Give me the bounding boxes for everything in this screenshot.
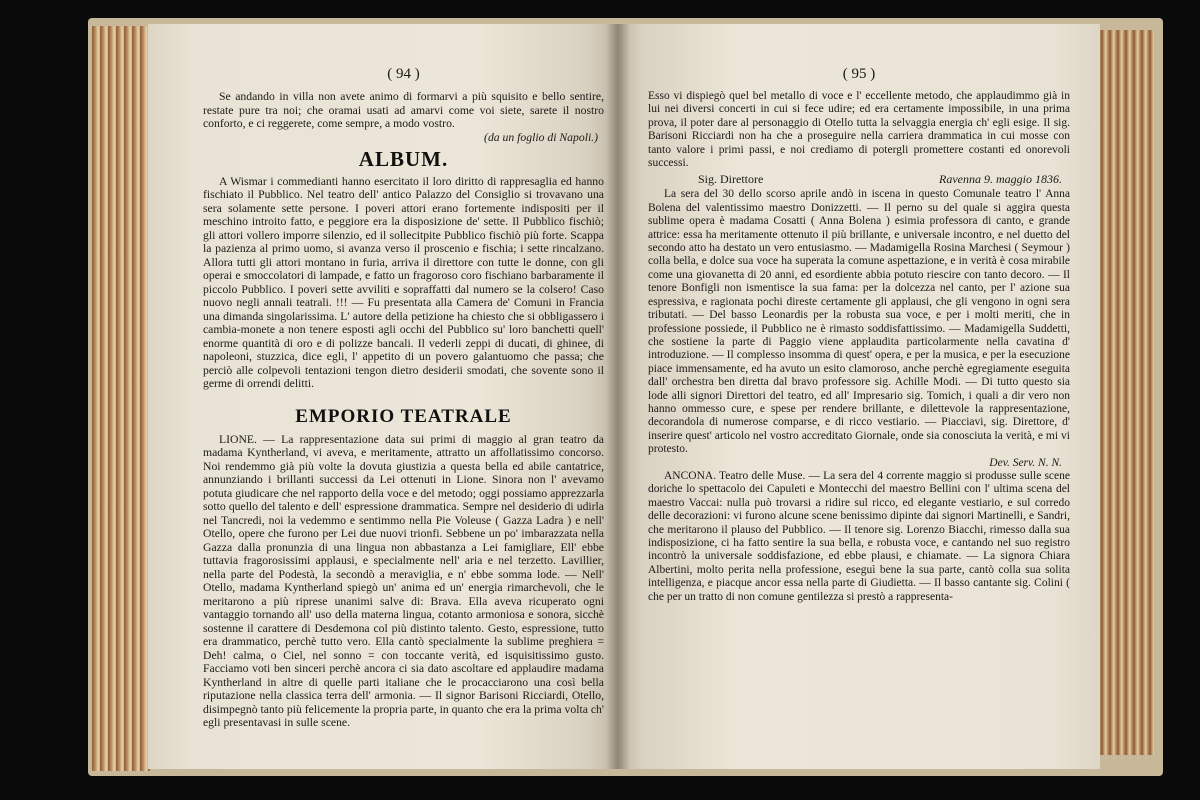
intro-source: (da un foglio di Napoli.)	[484, 130, 598, 144]
continuation-paragraph: Esso vi dispiegò quel bel metallo di voce e l' eccellente metodo, che applaudimmo già in lui nei diversi concerti in cui si fece udire; ed era certamente impossibile, in una prima prova, il poter dare al personaggio di Otello tutta la selvaggia energia ch' egli esige. Il sig. Barisoni Ricciardi non ha che a proseguire nella carriera drammatica in cui mosse con tanto valore i primi passi, e noi crediamo di potergli promettere costanti ed onorevoli successi.	[648, 90, 1070, 170]
left-page	[148, 24, 618, 769]
intro-paragraph: Se andando in villa non avete animo di formarvi a più squisito e bello sentire, restate pure tra noi; che oramai usati ad amarvi come voi siete, sarete il nostro conforto, e ci reggerete, come sempre, a modo vostro.	[203, 90, 604, 130]
letter-dateline	[648, 172, 1070, 186]
emporio-heading: EMPORIO TEATRALE	[295, 405, 512, 427]
letter-salutation: Sig. Direttore	[698, 172, 764, 187]
album-heading: ALBUM.	[358, 146, 449, 171]
emporio-paragraph: LIONE. — La rappresentazione data sui primi di maggio al gran teatro da madama Kyntherland, vi aveva, e meritamente, attratto un affollatissimo concorso. Noi rendemmo già più volte la dovuta giustizia a questa bella ed abile cantatrice, annunziando i brillanti successi da Lei ottenuti in Lione. Sinora non l' avevamo potuta giudicare che nel rapporto della voce e del metodo; oggi possiamo apprezzarla sotto quello del talento e dell' espressione drammatica. Sempre nel desiderio di udirla nel Tancredi, noi la vedemmo e sentimmo nella Pie Voleuse ( Gazza Ladra ) e nell' Otello, opere che furono per Lei due nuovi trionfi. Sebbene un po' imbarazzata nella Gazza dalla pronunzia di una lingua non abbastanza a Lei famigliare, Ell' ebbe tuttavia fragorosissimi applausi, e specialmente nell' aria e nel terzetto. Lavillier, nella parte del Podestà, la secondò a meraviglia, e n' ebbe somma lode. — Nell' Otello, madama Kyntherland spiegò un' anima ed un' energia rimarchevoli, che le meritarono a più riprese unanimi salve di: Brava. Ella aveva ricuperato ogni vantaggio tornando all' uso della materna lingua, cotanto armoniosa e sonora, sicchè sostenne il carattere di Desdemona col più distinto talento. Gesto, espressione, tutto era drammatico, perchè tutto vero. Ella cantò specialmente la sublime preghiera = Deh! calma, o Ciel, nel sonno = con toccante verità, ed isquisitissimo gusto. Facciamo voti ben sinceri perchè ancora ci sia dato ascoltare ed applaudire madama Kyntherland in altre di quelle parti italiane che le procacciarono una così bella riputazione nella classica terra dell' armonia. — Il signor Barisoni Ricciardi, Otello, disimpegnò tanto più felicemente la propria parte, in quanto che era la prima volta ch' egli presentavasi in sulle scene.	[203, 432, 604, 729]
letter-signature: Dev. Serv. N. N.	[989, 456, 1062, 469]
letter-paragraph: La sera del 30 dello scorso aprile andò in iscena in questo Comunale teatro l' Anna Bolena del valentissimo maestro Donizzetti. — Il perno su del quale si aggira questa sublime opera è madama Cosatti ( Anna Bolena ) esimia professora di canto, e grande attrice: essa ha meritamente ottenuto il più brillante, e universale incontro, e nel duetto del secondo atto ha destato un vero entusiasmo. — Madamigella Rosina Marchesi ( Seymour ) colla bella, e dolce sua voce ha superata la comune aspettazione, e in verità è cosa mirabile come una giovanetta di 20 anni, ed esordiente abbia potuto riescire con tanto decoro. — Il tenore Bonfigli non ismentisce la sua fama: per la dolcezza nel canto, per l' azione sua espressiva, e ragionata pochi direste certamente gli applausi, che gli vengono in ogni sera tributati. — Del basso Leonardis per la robusta sua voce, e per i molti meriti, che in professione possiede, il Pubblico ne è rimasto soddisfattissimo. — Madamigella Suddetti, che sostiene la parte di Paggio viene applaudita particolarmente nella cavatina d' introduzione. — Il complesso insomma di quest' opera, e per la musica, e per la esecuzione piace immensamente, ed ha avuto un esito clamoroso, anche perchè egregiamente eseguita dall' orchestra ben diretta dal bravo professore sig. Achille Modi. — Di tutto questo sia lode alli signori Direttori del teatro, ed all' Impresario sig. Tomich, i quali a dir vero non hanno ommesso cure, e spese per rendere brillante, e dilettevole la rappresentazione, decorandola di numerose comparse, e di ricco vestiario. — Piacciavi, sig. Direttore, d' inserire quest' articolo nel vostro accreditato Giornale, onde sia conosciuta la verità, e mi vi protesto.	[648, 188, 1070, 456]
right-page	[618, 24, 1100, 769]
right-page-stack-edge	[1098, 30, 1154, 755]
page-number-right: ( 95 )	[842, 66, 876, 82]
left-page-stack-edge	[92, 26, 150, 771]
ancona-paragraph: ANCONA. Teatro delle Muse. — La sera del 4 corrente maggio si produsse sulle scene doriche lo spettacolo dei Capuleti e Montecchi del maestro Bellini con l' ultima scena del maestro Vaccai: nulla può trovarsi a ridire sul ricco, ed elegante vestiario, e sul corredo delle decorazioni: vi furono alcune scene benissimo dipinte dai signori Martinelli, e Sandri, che meritarono il plauso del Pubblico. — Il tenore sig. Lorenzo Biacchi, rimesso dalla sua indisposizione, ci ha fatto sentire la sua bella, e robusta voce, e cantando nel suo registro incontrò la universale soddisfazione, ed ebbe plausi, e chiamate. — La signora Chiara Albertini, molto perita nella professione, eseguì bene la sua parte, cantò colla sua solita intelligenza, e piacque ancor essa nella parte di Giudietta. — Il basso cantante sig. Colini ( che per un tratto di non comune gentilezza si prestò a rappresenta-	[648, 469, 1070, 603]
album-paragraph: A Wismar i commedianti hanno esercitato il loro diritto di rappresaglia ed hanno fischiato il Pubblico. Nel teatro dell' antico Palazzo del Consiglio si trovavano una sera solamente sette persone. I poveri attori erano fortemente indispositi per il meschino introito fatto, e peggiore era la disposizione de' sette. Il Pubblico fischiò; gli attori vollero imporre silenzio, ed il sollecitpite Pubblico fischiò più forte. Scappa la pazienza al primo uomo, si avanza verso il proscenio e fischia; i sette rincalzano. Allora tutti gli attori montano in furia, arriva il direttore con tutte le donne, con gli operai e smoccolatori di lampade, e fatto un fragoroso coro fischiano barbaramente il piccolo Pubblico. I poveri sette avviliti e sopraffatti dal numero se la colsero! Caso nuovo negli annali teatrali. !!! — Fu presentata alla Camera de' Comuni in Francia una dimanda singolarissima. L' autore della petizione ha chiesto che si obbligassero i cambia-monete a non tenere esposti agli occhi del Pubblico su' loro banchetti quell' enorme quantità di oro e di polizze bancali. Il vederli zeppi di ducati, di ghinee, di napoleoni, stuzzica, dice egli, l' appetito di un povero galantuomo che passa; che perciò alle colpevoli tentazioni tengon dietro desiderii smodati, che sovente sono il germe di orrendi delitti.	[203, 174, 604, 390]
page-number-left: ( 94 )	[387, 66, 420, 82]
letter-date: Ravenna 9. maggio 1836.	[939, 172, 1062, 187]
book-gutter	[606, 24, 630, 769]
